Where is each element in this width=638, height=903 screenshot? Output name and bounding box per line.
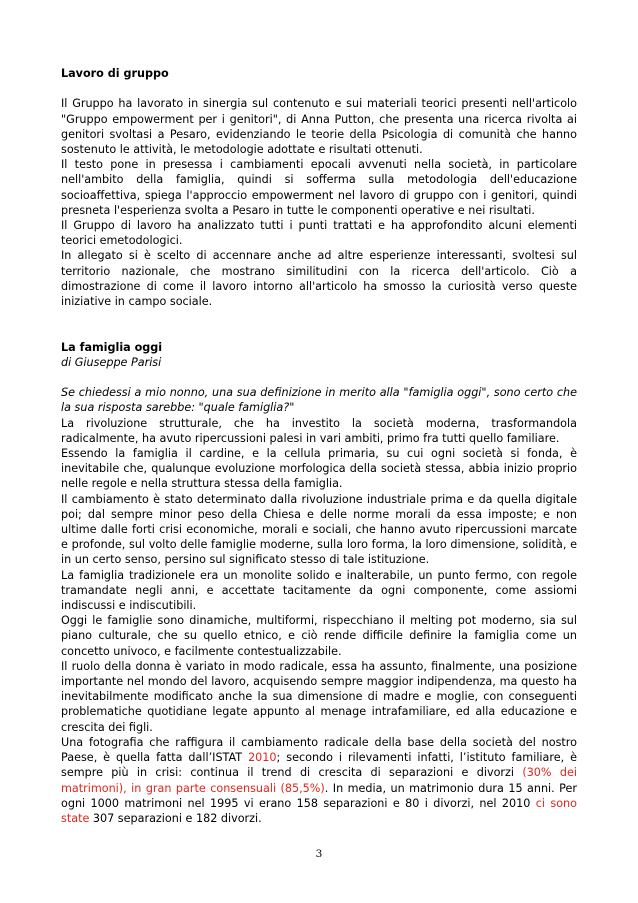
paragraph: Il cambiamento è stato determinato dalla rivoluzione industriale prima e da quella digitale poi; dal sempre minor peso della Chiesa e delle norme morali da essa imposte; e non ultime dalle forti crisi economiche, morali e sociali, che hanno avuto ripercussioni marcate e profonde, sul volto delle famiglie moderne, sulla loro forma, la loro dimensione, solidità, e in un certo senso, persino sul significato stesso di tale istituzione. (61, 492, 577, 567)
highlight-text: ci sono state (61, 796, 577, 825)
highlight-text: (30% dei matrimoni), in gran parte consensuali (85,5%) (61, 766, 577, 795)
paragraph: In allegato si è scelto di accennare anche ad altre esperienze interessanti, svoltesi sul territorio nazionale, che mostrano similitudini con la ricerca dell'articolo. Ciò a dimostrazione di come il lavoro intorno all'articolo ha smosso la curiosità verso queste iniziative in campo sociale. (61, 249, 577, 309)
text-run: 307 separazioni e 182 divorzi. (89, 811, 262, 825)
author-byline: di Giuseppe Parisi (61, 355, 162, 369)
text-run: ; secondo i rilevamenti infatti, l’istituto familiare, è sempre più in crisi: continua il trend di crescita di separazioni e divorzi (61, 751, 577, 780)
paragraph: Essendo la famiglia il cardine, e la cellula primaria, su cui ogni società si fonda, è inevitabile che, qualunque evoluzione morfologica della società stessa, abbia inizio proprio nelle regole e nella struttura stessa della famiglia. (61, 447, 577, 491)
paragraph-istat (61, 735, 577, 826)
paragraph: La famiglia tradizionele era un monolite solido e inalterabile, un punto fermo, con regole tramandate negli anni, e accettate tacitamente da ogni componente, come assiomi indiscussi e indiscutibili. (61, 568, 577, 613)
text-run: . In media, un matrimonio dura 15 anni. Per ogni 1000 matrimoni nel 1995 vi erano 158 separazioni e 80 i divorzi, nel 2010 (61, 781, 577, 810)
paragraph: Oggi le famiglie sono dinamiche, multiformi, rispecchiano il melting pot moderno, sia sul piano culturale, che su quello etnico, e ciò rende difficile definire la famiglia come un concetto univoco, e facilmente contestualizzabile. (61, 614, 577, 658)
intro-quote: Se chiedessi a mio nonno, una sua definizione in merito alla "famiglia oggi", sono certo che la sua risposta sarebbe: "quale famiglia?" (61, 386, 577, 415)
text-run: Una fotografia che raffigura il cambiamento radicale della base della società del nostro Paese, è quella fatta dall’ISTAT (61, 735, 577, 765)
highlight-text: 2010 (248, 751, 277, 765)
section-title-lavoro-di-gruppo: Lavoro di gruppo (61, 67, 169, 80)
paragraph: Il Gruppo ha lavorato in sinergia sul contenuto e sui materiali teorici presenti nell'articolo "Gruppo empowerment per i genitori", di Anna Putton, che presenta una ricerca rivolta ai genitori svoltasi a Pesaro, evidenziando le teorie della Psicologia di comunità che hanno sostenuto le attività, le metodologie adottate e risultati ottenuti. (61, 97, 577, 156)
page-number: 3 (315, 848, 323, 860)
paragraph: Il testo pone in presessa i cambiamenti epocali avvenuti nella società, in particolare nell'ambito della famiglia, quindi si sofferma sulla metodologia dell'educazione socioaffettiva, spiega l'approccio empowerment nel lavoro di gruppo con i genitori, quindi presneta l'esperienza svolta a Pesaro in tutte le componenti operative e nei risultati. (61, 158, 577, 217)
page-content (61, 66, 577, 826)
paragraph: Il Gruppo di lavoro ha analizzato tutti i punti trattati e ha approfondito alcuni elementi teorici emetodologici. (61, 219, 577, 248)
paragraph: La rivoluzione strutturale, che ha investito la società moderna, trasformandola radicalmente, ha avuto ripercussioni palesi in vari ambiti, primo fra tutti quello familiare. (61, 416, 577, 445)
paragraph: Il ruolo della donna è variato in modo radicale, essa ha assunto, finalmente, una posizione importante nel mondo del lavoro, acquisendo sempre maggior indipendenza, ma questo ha inevitabilmente modificato anche la sua dimensione di madre e moglie, con conseguenti problematiche quotidiane legate appunto al menage intrafamiliare, ed alla educazione e crescita dei figli. (61, 659, 577, 734)
section-title-la-famiglia-oggi: La famiglia oggi (61, 340, 163, 354)
